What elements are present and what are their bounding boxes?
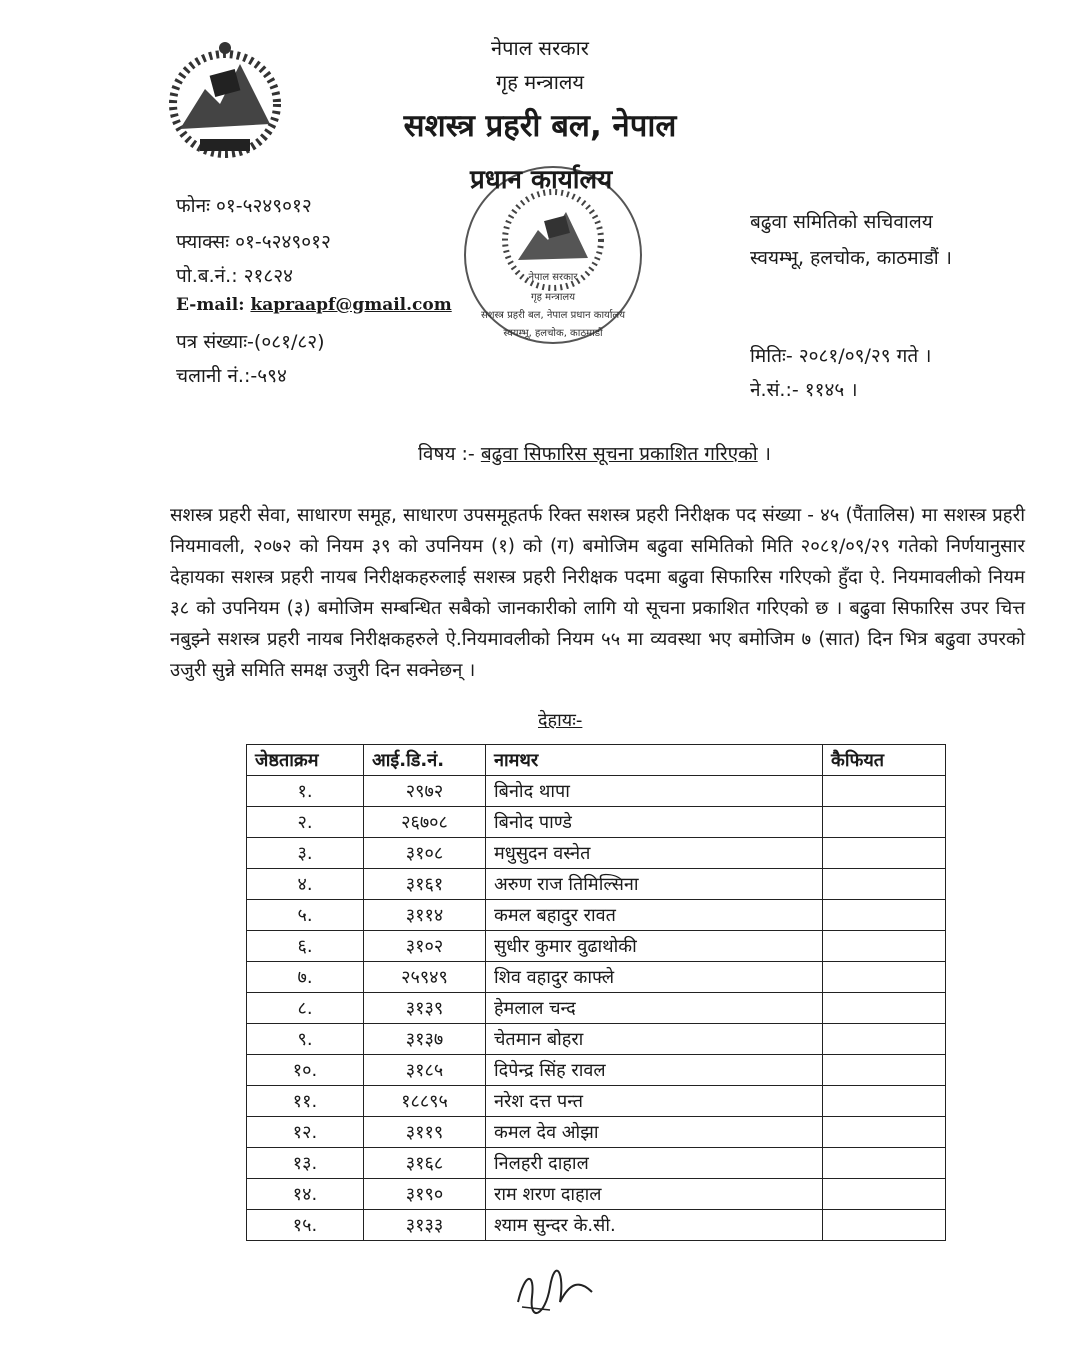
cell-seniority: ६. <box>247 931 364 962</box>
cell-remarks <box>823 1024 946 1055</box>
cell-name: श्याम सुन्दर के.सी. <box>486 1210 823 1241</box>
nepal-samvat-date: ने.सं.:- ११४५ । <box>750 379 858 401</box>
cell-name: हेमलाल चन्द <box>486 993 823 1024</box>
cell-id: २५९४९ <box>364 962 486 993</box>
cell-remarks <box>823 1117 946 1148</box>
cell-seniority: १. <box>247 776 364 807</box>
table-row <box>247 931 946 962</box>
email-label: E-mail: <box>176 295 245 315</box>
cell-remarks <box>823 869 946 900</box>
cell-remarks <box>823 931 946 962</box>
cell-remarks <box>823 1055 946 1086</box>
table-row <box>247 962 946 993</box>
cell-remarks <box>823 1086 946 1117</box>
cell-name: अरुण राज तिमिल्सिना <box>486 869 823 900</box>
cell-remarks <box>823 838 946 869</box>
cell-name: सुधीर कुमार वुढाथोकी <box>486 931 823 962</box>
cell-name: दिपेन्द्र सिंह रावल <box>486 1055 823 1086</box>
cell-id: ३११९ <box>364 1117 486 1148</box>
seal-text-ring: सशस्त्र प्रहरी बल, नेपाल प्रधान कार्यालय <box>480 310 626 321</box>
cell-seniority: २. <box>247 807 364 838</box>
cell-name: कमल देव ओझा <box>486 1117 823 1148</box>
cell-seniority: १४. <box>247 1179 364 1210</box>
table-row <box>247 1024 946 1055</box>
cell-name: राम शरण दाहाल <box>486 1179 823 1210</box>
subject-text: बढुवा सिफारिस सूचना प्रकाशित गरिएको <box>480 443 758 465</box>
ministry-name: गृह मन्त्रालय <box>495 70 585 94</box>
secretariat-address: स्वयम्भू, हलचोक, काठमाडौं । <box>750 247 952 269</box>
cell-name: निलहरी दाहाल <box>486 1148 823 1179</box>
letter-number: पत्र संख्याः-(०८१/८२) <box>176 331 325 353</box>
cell-remarks <box>823 1179 946 1210</box>
promotion-table <box>246 744 946 1241</box>
po-box: पो.ब.नं.: २१८२४ <box>176 265 294 287</box>
table-row <box>247 807 946 838</box>
fax-number: फ्याक्सः ०१-५२४९०१२ <box>176 231 331 253</box>
cell-remarks <box>823 900 946 931</box>
table-row <box>247 1117 946 1148</box>
cell-remarks <box>823 807 946 838</box>
notice-body: सशस्त्र प्रहरी सेवा, साधारण समूह, साधारण उपसमूहतर्फ रिक्त सशस्त्र प्रहरी निरीक्षक पद संख्या - ४५ (पैंतालिस) मा सशस्त्र प्रहरी नियमावली, २०७२ को नियम ३९ को उपनियम (१) को (ग) बमोजिम बढुवा समितिको मिति २०८१/०९/२९ गतेको निर्णयानुसार देहायका सशस्त्र प्रहरी नायब निरीक्षकहरुलाई सशस्त्र प्रहरी निरीक्षक पदमा बढुवा सिफारिस गरिएको हुँदा ऐ. नियमावलीको नियम ३८ को उपनियम (३) बमोजिम सम्बन्धित सबैको जानकारीको लागि यो सूचना प्रकाशित गरिएको छ । बढुवा सिफारिस उपर चित्त नबुझ्ने सशस्त्र प्रहरी नायब निरीक्षकहरुले ऐ.नियमावलीको नियम ५५ मा व्यवस्था भए बमोजिम ७ (सात) दिन भित्र बढुवा उपरको उजुरी सुन्ने समिति समक्ष उजुरी दिन सक्नेछन् । <box>170 505 1025 681</box>
cell-remarks <box>823 1148 946 1179</box>
subject-end: । <box>763 443 771 465</box>
cell-remarks <box>823 1210 946 1241</box>
secretariat-name: बढुवा समितिको सचिवालय <box>750 211 933 233</box>
cell-name: बिनोद थापा <box>486 776 823 807</box>
table-header-row <box>247 745 946 776</box>
table-row <box>247 1210 946 1241</box>
list-heading: देहायः- <box>538 710 583 731</box>
cell-remarks <box>823 962 946 993</box>
table-row <box>247 838 946 869</box>
cell-seniority: १३. <box>247 1148 364 1179</box>
cell-remarks <box>823 993 946 1024</box>
header-name: नामथर <box>486 745 823 776</box>
table-row <box>247 776 946 807</box>
header-remarks: कैफियत <box>823 745 946 776</box>
subject-line <box>418 440 771 466</box>
cell-id: २६७०८ <box>364 807 486 838</box>
table-row <box>247 1148 946 1179</box>
cell-seniority: ४. <box>247 869 364 900</box>
cell-name: नरेश दत्त पन्त <box>486 1086 823 1117</box>
cell-seniority: ८. <box>247 993 364 1024</box>
cell-name: चेतमान बोहरा <box>486 1024 823 1055</box>
office-name: प्रधान कार्यालय <box>470 165 613 195</box>
cell-id: ३१९० <box>364 1179 486 1210</box>
email-line <box>176 295 452 315</box>
cell-seniority: १२. <box>247 1117 364 1148</box>
cell-id: ३१३९ <box>364 993 486 1024</box>
cell-seniority: ५. <box>247 900 364 931</box>
table-row <box>247 900 946 931</box>
table-row <box>247 993 946 1024</box>
cell-seniority: ७. <box>247 962 364 993</box>
cell-name: मधुसुदन वस्नेत <box>486 838 823 869</box>
cell-id: ३११४ <box>364 900 486 931</box>
cell-id: ३१८५ <box>364 1055 486 1086</box>
cell-name: शिव वहादुर काफ्ले <box>486 962 823 993</box>
table-row <box>247 1055 946 1086</box>
cell-id: ३१३३ <box>364 1210 486 1241</box>
cell-id: ३१३७ <box>364 1024 486 1055</box>
cell-seniority: ९. <box>247 1024 364 1055</box>
cell-id: ३१०८ <box>364 838 486 869</box>
cell-remarks <box>823 776 946 807</box>
cell-id: २९७२ <box>364 776 486 807</box>
signature <box>510 1262 600 1322</box>
cell-seniority: १५. <box>247 1210 364 1241</box>
header-seniority: जेष्ठताक्रम <box>247 745 364 776</box>
table-row <box>247 1086 946 1117</box>
cell-seniority: ३. <box>247 838 364 869</box>
dispatch-number: चलानी नं.:-५९४ <box>176 365 287 387</box>
cell-id: ३१६८ <box>364 1148 486 1179</box>
force-name: सशस्त्र प्रहरी बल, नेपाल <box>403 108 677 144</box>
table-body <box>247 776 946 1241</box>
header-id: आई.डि.नं. <box>364 745 486 776</box>
cell-seniority: ११. <box>247 1086 364 1117</box>
cell-seniority: १०. <box>247 1055 364 1086</box>
cell-name: बिनोद पाण्डे <box>486 807 823 838</box>
seal-text-top: नेपाल सरकार <box>528 272 578 283</box>
email-address[interactable]: kapraapf@gmail.com <box>250 295 452 315</box>
cell-name: कमल बहादुर रावत <box>486 900 823 931</box>
government-name: नेपाल सरकार <box>491 36 589 60</box>
subject-label: विषय :- <box>418 443 475 465</box>
cell-id: ३१६१ <box>364 869 486 900</box>
seal-text-bottom: स्वयम्भू, हलचोक, काठमाडौं <box>503 328 603 339</box>
seal-text-mid: गृह मन्त्रालय <box>530 292 576 303</box>
cell-id: १८८९५ <box>364 1086 486 1117</box>
phone-number: फोनः ०१-५२४९०१२ <box>176 195 312 217</box>
letter-date: मितिः- २०८१/०९/२९ गते । <box>750 345 932 367</box>
table-row <box>247 1179 946 1210</box>
cell-id: ३१०२ <box>364 931 486 962</box>
table-row <box>247 869 946 900</box>
